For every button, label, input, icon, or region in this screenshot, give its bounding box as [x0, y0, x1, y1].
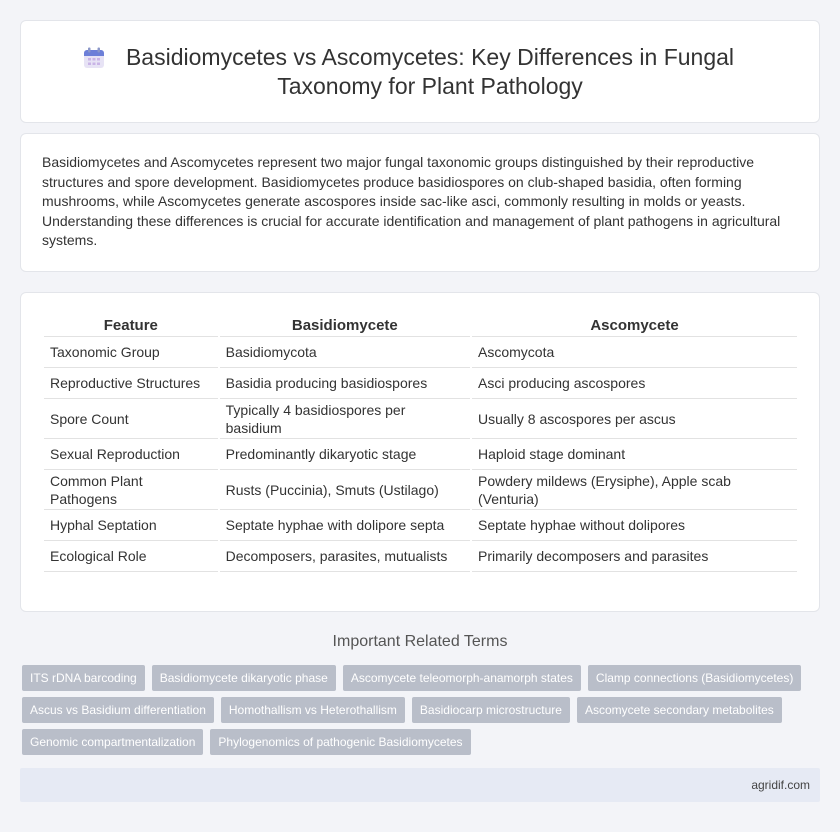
related-term-tag[interactable]: Ascomycete teleomorph-anamorph states: [343, 665, 581, 691]
related-term-tag[interactable]: Clamp connections (Basidiomycetes): [588, 665, 801, 691]
table-cell: Decomposers, parasites, mutualists: [220, 541, 470, 572]
table-cell: Common Plant Pathogens: [44, 470, 218, 510]
table-row: [44, 399, 797, 439]
table-cell: Typically 4 basidiospores per basidium: [220, 399, 470, 439]
table-cell: Predominantly dikaryotic stage: [220, 439, 470, 470]
table-header-row: [44, 315, 797, 337]
table-cell: Sexual Reproduction: [44, 439, 218, 470]
table-cell: Septate hyphae with dolipore septa: [220, 510, 470, 541]
tag-row: [22, 665, 822, 691]
table-cell: Septate hyphae without dolipores: [472, 510, 797, 541]
related-term-tag[interactable]: Homothallism vs Heterothallism: [221, 697, 405, 723]
header-feature: Feature: [44, 315, 218, 337]
table-row: [44, 337, 797, 368]
tag-row: [22, 697, 822, 723]
table-row: [44, 541, 797, 572]
comparison-table: [42, 315, 799, 572]
footer-site-link[interactable]: agridif.com: [751, 778, 810, 792]
table-cell: Powdery mildews (Erysiphe), Apple scab (Venturia): [472, 470, 797, 510]
related-term-tag[interactable]: Genomic compartmentalization: [22, 729, 203, 755]
table-row: [44, 439, 797, 470]
related-term-tag[interactable]: Basidiomycete dikaryotic phase: [152, 665, 336, 691]
table-cell: Ecological Role: [44, 541, 218, 572]
table-cell: Asci producing ascospores: [472, 368, 797, 399]
intro-paragraph: Basidiomycetes and Ascomycetes represent two major fungal taxonomic groups distinguished by their reproductive structures and spore development. Basidiomycetes produce basidiospores on club-shaped basidia, often forming mushrooms, while Ascomycetes generate ascospores inside sac-like asci, commonly resulting in molds or yeasts. Understanding these differences is crucial for accurate identification and management of plant pathogens in agricultural systems.: [42, 154, 781, 249]
table-cell: Rusts (Puccinia), Smuts (Ustilago): [220, 470, 470, 510]
footer: [20, 768, 820, 802]
table-cell: Basidia producing basidiospores: [220, 368, 470, 399]
table-cell: Usually 8 ascospores per ascus: [472, 399, 797, 439]
related-term-tag[interactable]: Ascomycete secondary metabolites: [577, 697, 782, 723]
header-ascomycete: Ascomycete: [472, 315, 797, 337]
table-cell: Basidiomycota: [220, 337, 470, 368]
table-cell: Haploid stage dominant: [472, 439, 797, 470]
related-terms-title: Important Related Terms: [332, 633, 508, 650]
table-cell: Primarily decomposers and parasites: [472, 541, 797, 572]
table-cell: Hyphal Septation: [44, 510, 218, 541]
related-term-tag[interactable]: Phylogenomics of pathogenic Basidiomycetes: [210, 729, 470, 755]
table-row: [44, 470, 797, 510]
related-term-tag[interactable]: ITS rDNA barcoding: [22, 665, 145, 691]
page-title: Basidiomycetes vs Ascomycetes: Key Differences in Fungal Taxonomy for Plant Pathology: [125, 43, 735, 99]
header-basidiomycete: Basidiomycete: [220, 315, 470, 337]
intro-card: [20, 133, 820, 272]
title-card: [20, 20, 820, 123]
table-cell: Ascomycota: [472, 337, 797, 368]
table-row: [44, 510, 797, 541]
related-term-tag[interactable]: Basidiocarp microstructure: [412, 697, 570, 723]
table-cell: Reproductive Structures: [44, 368, 218, 399]
tag-row: [22, 729, 822, 755]
comparison-table-card: [20, 292, 820, 612]
table-cell: Taxonomic Group: [44, 337, 218, 368]
table-cell: Spore Count: [44, 399, 218, 439]
related-term-tag[interactable]: Ascus vs Basidium differentiation: [22, 697, 214, 723]
related-terms-tags: [22, 665, 822, 761]
table-row: [44, 368, 797, 399]
